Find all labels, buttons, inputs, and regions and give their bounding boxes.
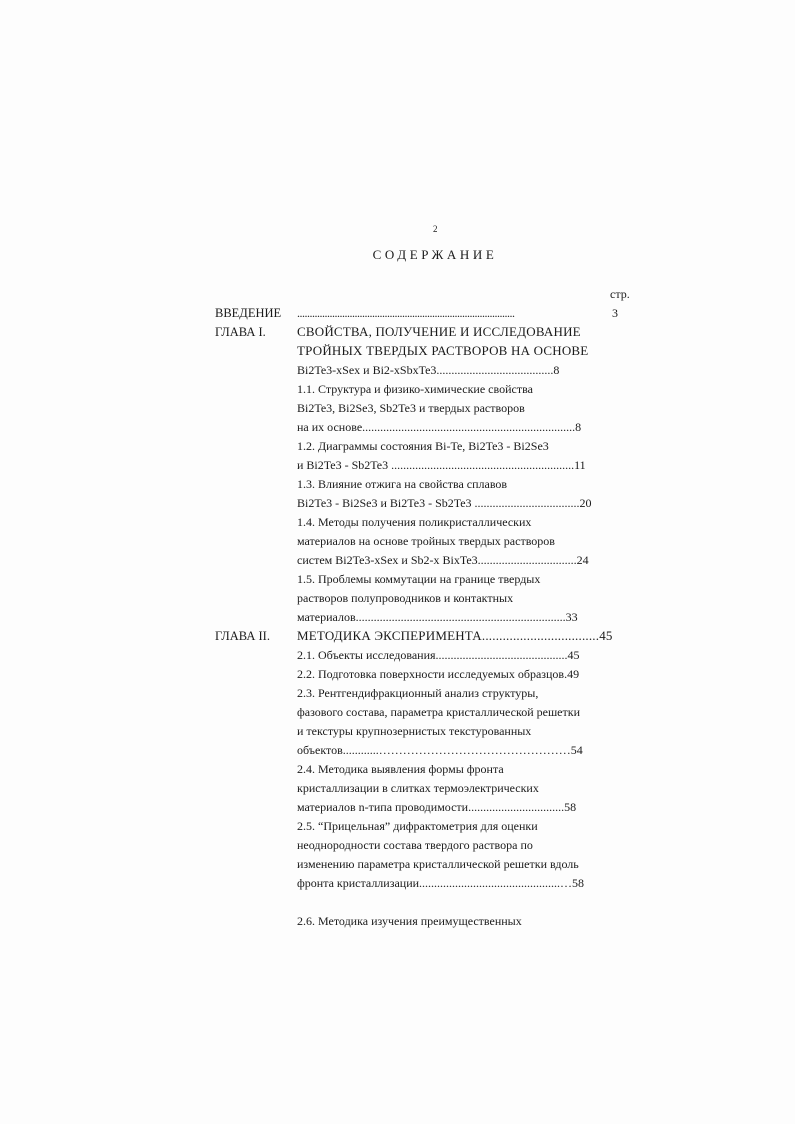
section-1-2-line2: и Bi2Te3 - Sb2Te3 .............................................................11 (297, 458, 586, 472)
section-2-5-line4: фронта кристаллизации...............................................…58 (297, 876, 585, 890)
page-title: СОДЕРЖАНИЕ (372, 247, 498, 262)
chapter1-title-line3: Bi2Te3-xSex и Bi2-xSbxTe3.......................................8 (297, 363, 560, 377)
section-1-1-line3: на их основе.......................................................................8 (297, 420, 582, 434)
section-1-5-line2: растворов полупроводников и контактных (297, 591, 514, 605)
section-2-5-line2: неоднородности состава твердого раствора по (297, 838, 533, 852)
section-2-3-line4: объектов............…………………………………………54 (297, 743, 583, 757)
section-1-4-line2: материалов на основе тройных твердых растворов (297, 534, 555, 548)
chapter1-title-line1: СВОЙСТВА, ПОЛУЧЕНИЕ И ИССЛЕДОВАНИЕ (297, 324, 581, 339)
chapter1-title-line2: ТРОЙНЫХ ТВЕРДЫХ РАСТВОРОВ НА ОСНОВЕ (297, 343, 589, 358)
section-2-2: 2.2. Подготовка поверхности исследуемых образцов.49 (297, 667, 580, 681)
chapter2-title: МЕТОДИКА ЭКСПЕРИМЕНТА..................................45 (297, 628, 613, 643)
section-1-4-line1: 1.4. Методы получения поликристаллических (297, 515, 532, 529)
section-2-5-line1: 2.5. “Прицельная” дифрактометрия для оценки (297, 819, 538, 833)
section-1-1-line1: 1.1. Структура и физико-химические свойства (297, 382, 533, 396)
section-1-3-line2: Bi2Te3 - Bi2Se3 и Bi2Te3 - Sb2Te3 ...................................20 (297, 496, 592, 510)
section-2-5-line3: изменению параметра кристаллической решетки вдоль (297, 857, 579, 871)
section-2-3-line2: фазового состава, параметра кристаллической решетки (297, 705, 581, 719)
section-2-3-line3: и текстуры крупнозернистых текстурованных (297, 724, 532, 738)
chapter2-label: ГЛАВА II. (215, 629, 270, 643)
section-1-2-line1: 1.2. Диаграммы состояния Bi-Te, Bi2Te3 - Bi2Se3 (297, 439, 549, 453)
intro-label: ВВЕДЕНИЕ (215, 306, 282, 320)
section-1-1-line2: Bi2Te3, Bi2Se3, Sb2Te3 и твердых растворов (297, 401, 525, 415)
section-1-5-line3: материалов......................................................................33 (297, 610, 578, 624)
section-2-1: 2.1. Объекты исследования............................................45 (297, 648, 580, 662)
section-2-4-line3: материалов n-типа проводимости................................58 (297, 800, 577, 814)
section-2-3-line1: 2.3. Рентгендифракционный анализ структуры, (297, 686, 539, 700)
section-2-6-line1: 2.6. Методика изучения преимущественных (297, 914, 522, 928)
section-2-4-line2: кристаллизации в слитках термоэлектрических (297, 781, 539, 795)
chapter1-label: ГЛАВА I. (215, 325, 266, 339)
intro-page: 3 (612, 306, 618, 320)
intro-dots: ....................................................................................... (297, 306, 515, 320)
section-1-5-line1: 1.5. Проблемы коммутации на границе твердых (297, 572, 541, 586)
section-2-4-line1: 2.4. Методика выявления формы фронта (297, 762, 504, 776)
pages-column-header: стр. (610, 287, 630, 301)
page-number: 2 (433, 224, 438, 234)
section-1-4-line3: систем Bi2Te3-xSex и Sb2-x BixTe3.................................24 (297, 553, 589, 567)
section-1-3-line1: 1.3. Влияние отжига на свойства сплавов (297, 477, 508, 491)
